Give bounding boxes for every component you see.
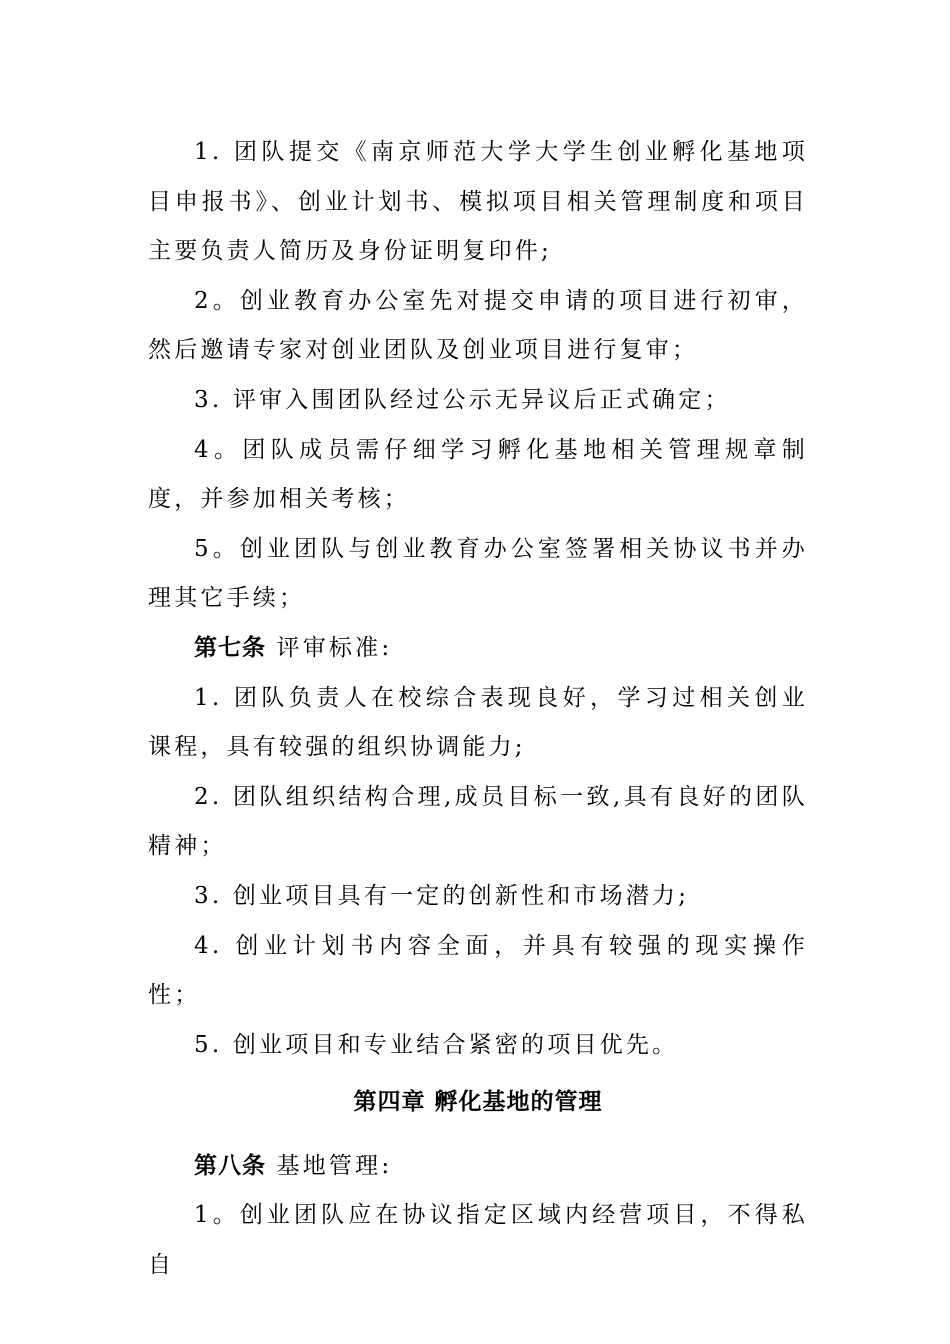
application-step-2: 2。创业教育办公室先对提交申请的项目进行初审，然后邀请专家对创业团队及创业项目进行复审； [148, 287, 808, 364]
criteria-item-4: 4. 创业计划书内容全面，并具有较强的现实操作性； [148, 932, 808, 1009]
article-8-title: 基地管理: [276, 1152, 393, 1179]
article-8-label: 第八条 [194, 1152, 266, 1179]
document-page [148, 128, 808, 1291]
article-7-label: 第七条 [194, 634, 266, 661]
application-step-3: 3. 评审入围团队经过公示无异议后正式确定； [194, 386, 731, 413]
criteria-item-3: 3. 创业项目具有一定的创新性和市场潜力; [194, 882, 690, 909]
application-step-4: 4。团队成员需仔细学习孵化基地相关管理规章制度，并参加相关考核； [148, 436, 808, 513]
chapter-heading: 第四章 孵化基地的管理 [353, 1089, 603, 1116]
criteria-item-5: 5. 创业项目和专业结合紧密的项目优先。 [194, 1031, 679, 1058]
article-7-heading [148, 624, 808, 674]
application-step-5: 5。创业团队与创业教育办公室签署相关协议书并办理其它手续； [148, 535, 808, 612]
management-item-1: 1。创业团队应在协议指定区域内经营项目，不得私自 [148, 1202, 808, 1279]
article-7-title: 评审标准: [276, 634, 393, 661]
criteria-item-1: 1. 团队负责人在校综合表现良好，学习过相关创业课程，具有较强的组织协调能力; [148, 684, 808, 761]
criteria-item-2: 2. 团队组织结构合理,成员目标一致,具有良好的团队精神； [148, 783, 808, 860]
article-8-heading [148, 1142, 808, 1192]
application-step-1: 1. 团队提交《南京师范大学大学生创业孵化基地项目申报书》、创业计划书、模拟项目相关管理制度和项目主要负责人简历及身份证明复印件; [148, 139, 808, 265]
